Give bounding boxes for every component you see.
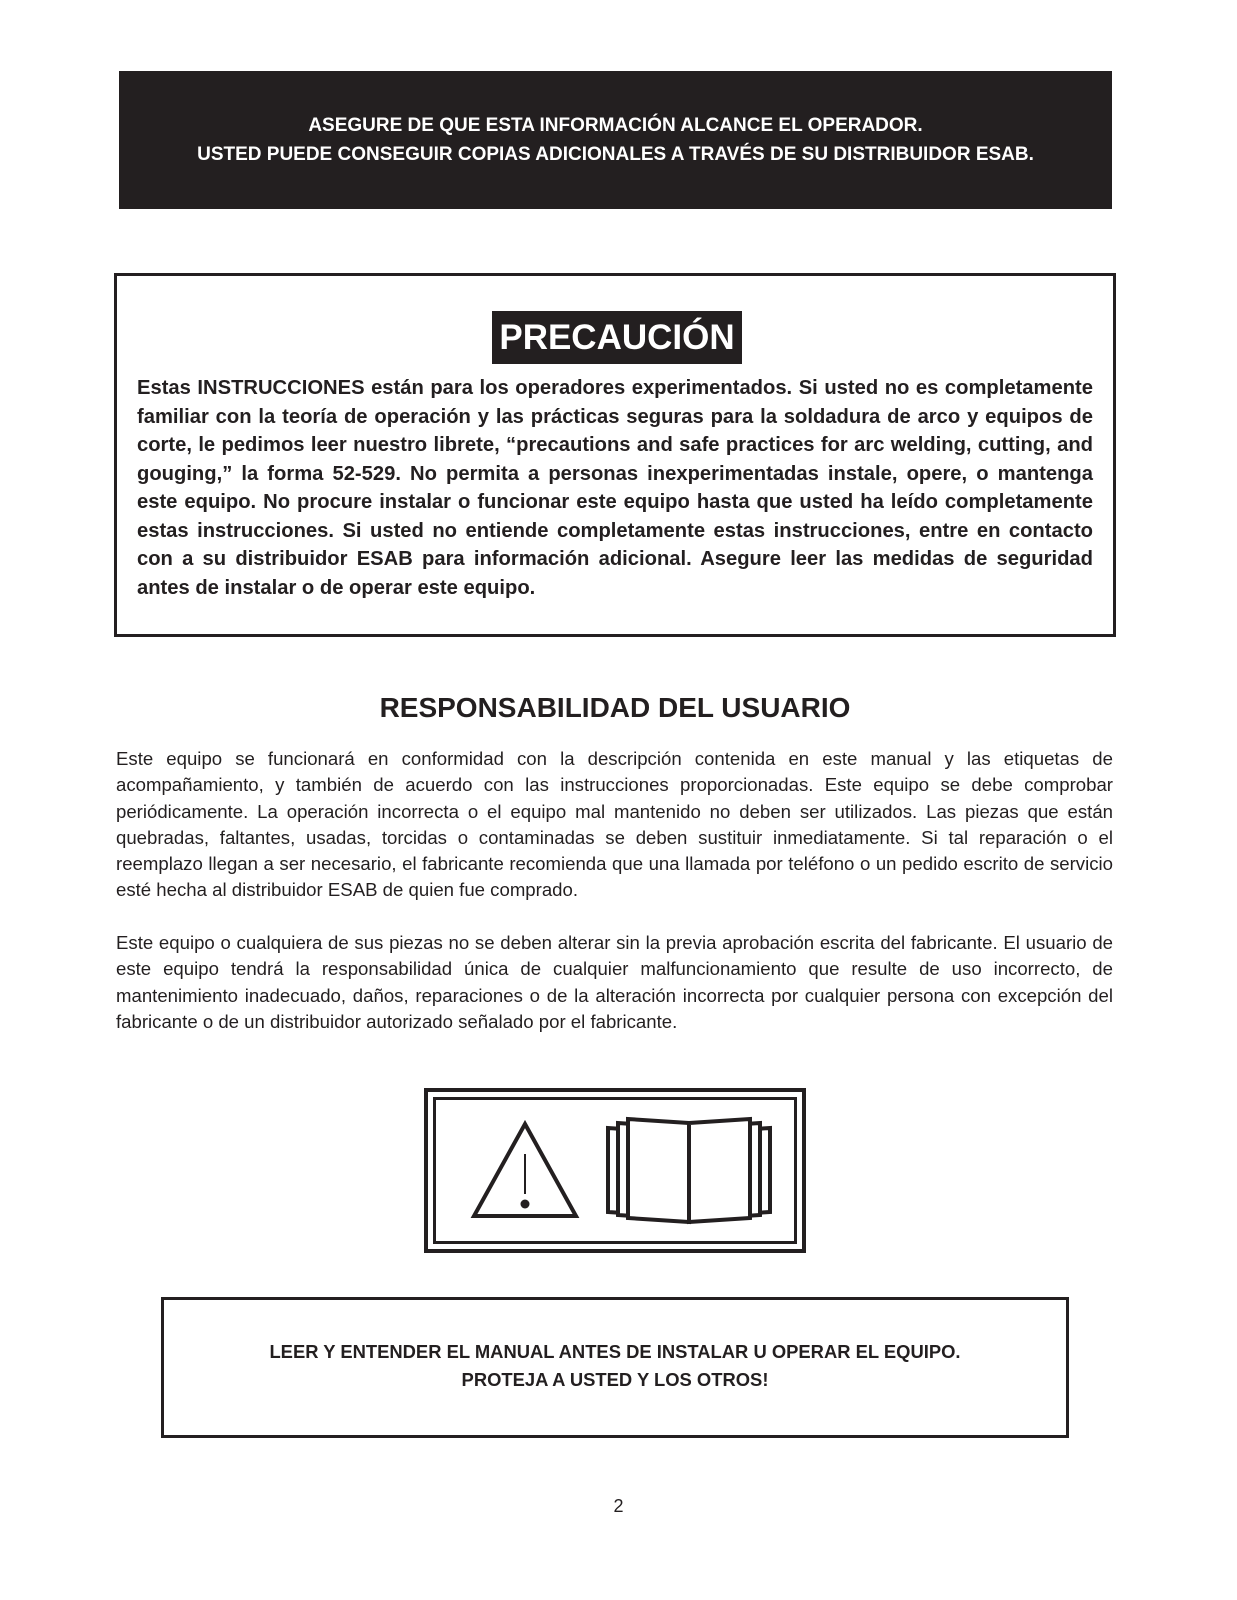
operator-notice-line-1: ASEGURE DE QUE ESTA INFORMACIÓN ALCANCE EL OPERADOR. (308, 115, 923, 136)
operator-notice-banner (119, 71, 1112, 209)
warning-triangle-icon (469, 1118, 581, 1222)
section-title: RESPONSABILIDAD DEL USUARIO (379, 692, 851, 723)
read-manual-icon (604, 1114, 774, 1226)
caution-text: Estas INSTRUCCIONES están para los operadores experimentados. Si usted no es completamente familiar con la teoría de operación y las prácticas seguras para la soldadura de arco y equipos de corte, le pedimos leer nuestro librete, “precautions and safe practices for arc welding, cutting, and gouging,” la forma 52-529. No permita a personas inexperimentadas instale, opere, o mantenga este equipo. No procure instalar o funcionar este equipo hasta que usted ha leído completamente estas instrucciones. Si usted no entiende completamente estas instrucciones, entre en contacto con a su distribuidor ESAB para información adicional. Asegure leer las medidas de seguridad antes de instalar o de operar este equipo. (137, 377, 1093, 599)
safety-symbols-frame (433, 1097, 797, 1244)
operator-notice-line-2: USTED PUEDE CONSEGUIR COPIAS ADICIONALES A TRAVÉS DE SU DISTRIBUIDOR ESAB. (197, 144, 1034, 165)
safety-symbols-box (424, 1088, 806, 1253)
responsibility-paragraph-2: Este equipo o cualquiera de sus piezas no se deben alterar sin la previa aprobación escrita del fabricante. El usuario de este equipo tendrá la responsabilidad única de cualquier malfuncionamiento que resulte de uso incorrecto, de mantenimiento inadecuado, daños, reparaciones o de la alteración incorrecta por cualquier persona con excepción del fabricante o de un distribuidor autorizado señalado por el fabricante. (116, 932, 1113, 1032)
read-manual-notice-box (161, 1297, 1069, 1438)
read-manual-notice-line-1: LEER Y ENTENDER EL MANUAL ANTES DE INSTALAR U OPERAR EL EQUIPO. (269, 1340, 961, 1362)
read-manual-notice-line-2: PROTEJA A USTED Y LOS OTROS! (461, 1368, 769, 1390)
responsibility-paragraph-1: Este equipo se funcionará en conformidad con la descripción contenida en este manual y las etiquetas de acompañamiento, y también de acuerdo con las instrucciones proporcionadas. Este equipo se debe comprobar periódicamente. La operación incorrecta o el equipo mal mantenido no deben ser utilizados. Las piezas que están quebradas, faltantes, usadas, torcidas o contaminadas se deben sustituir inmediatamente. Si tal reparación o el reemplazo llegan a ser necesario, el fabricante recomienda que una llamada por teléfono o un pedido escrito de servicio esté hecha al distribuidor ESAB de quien fue comprado. (116, 748, 1113, 901)
caution-label: PRECAUCIÓN (492, 311, 742, 364)
caution-box (114, 273, 1116, 637)
page-number: 2 (613, 1496, 624, 1516)
